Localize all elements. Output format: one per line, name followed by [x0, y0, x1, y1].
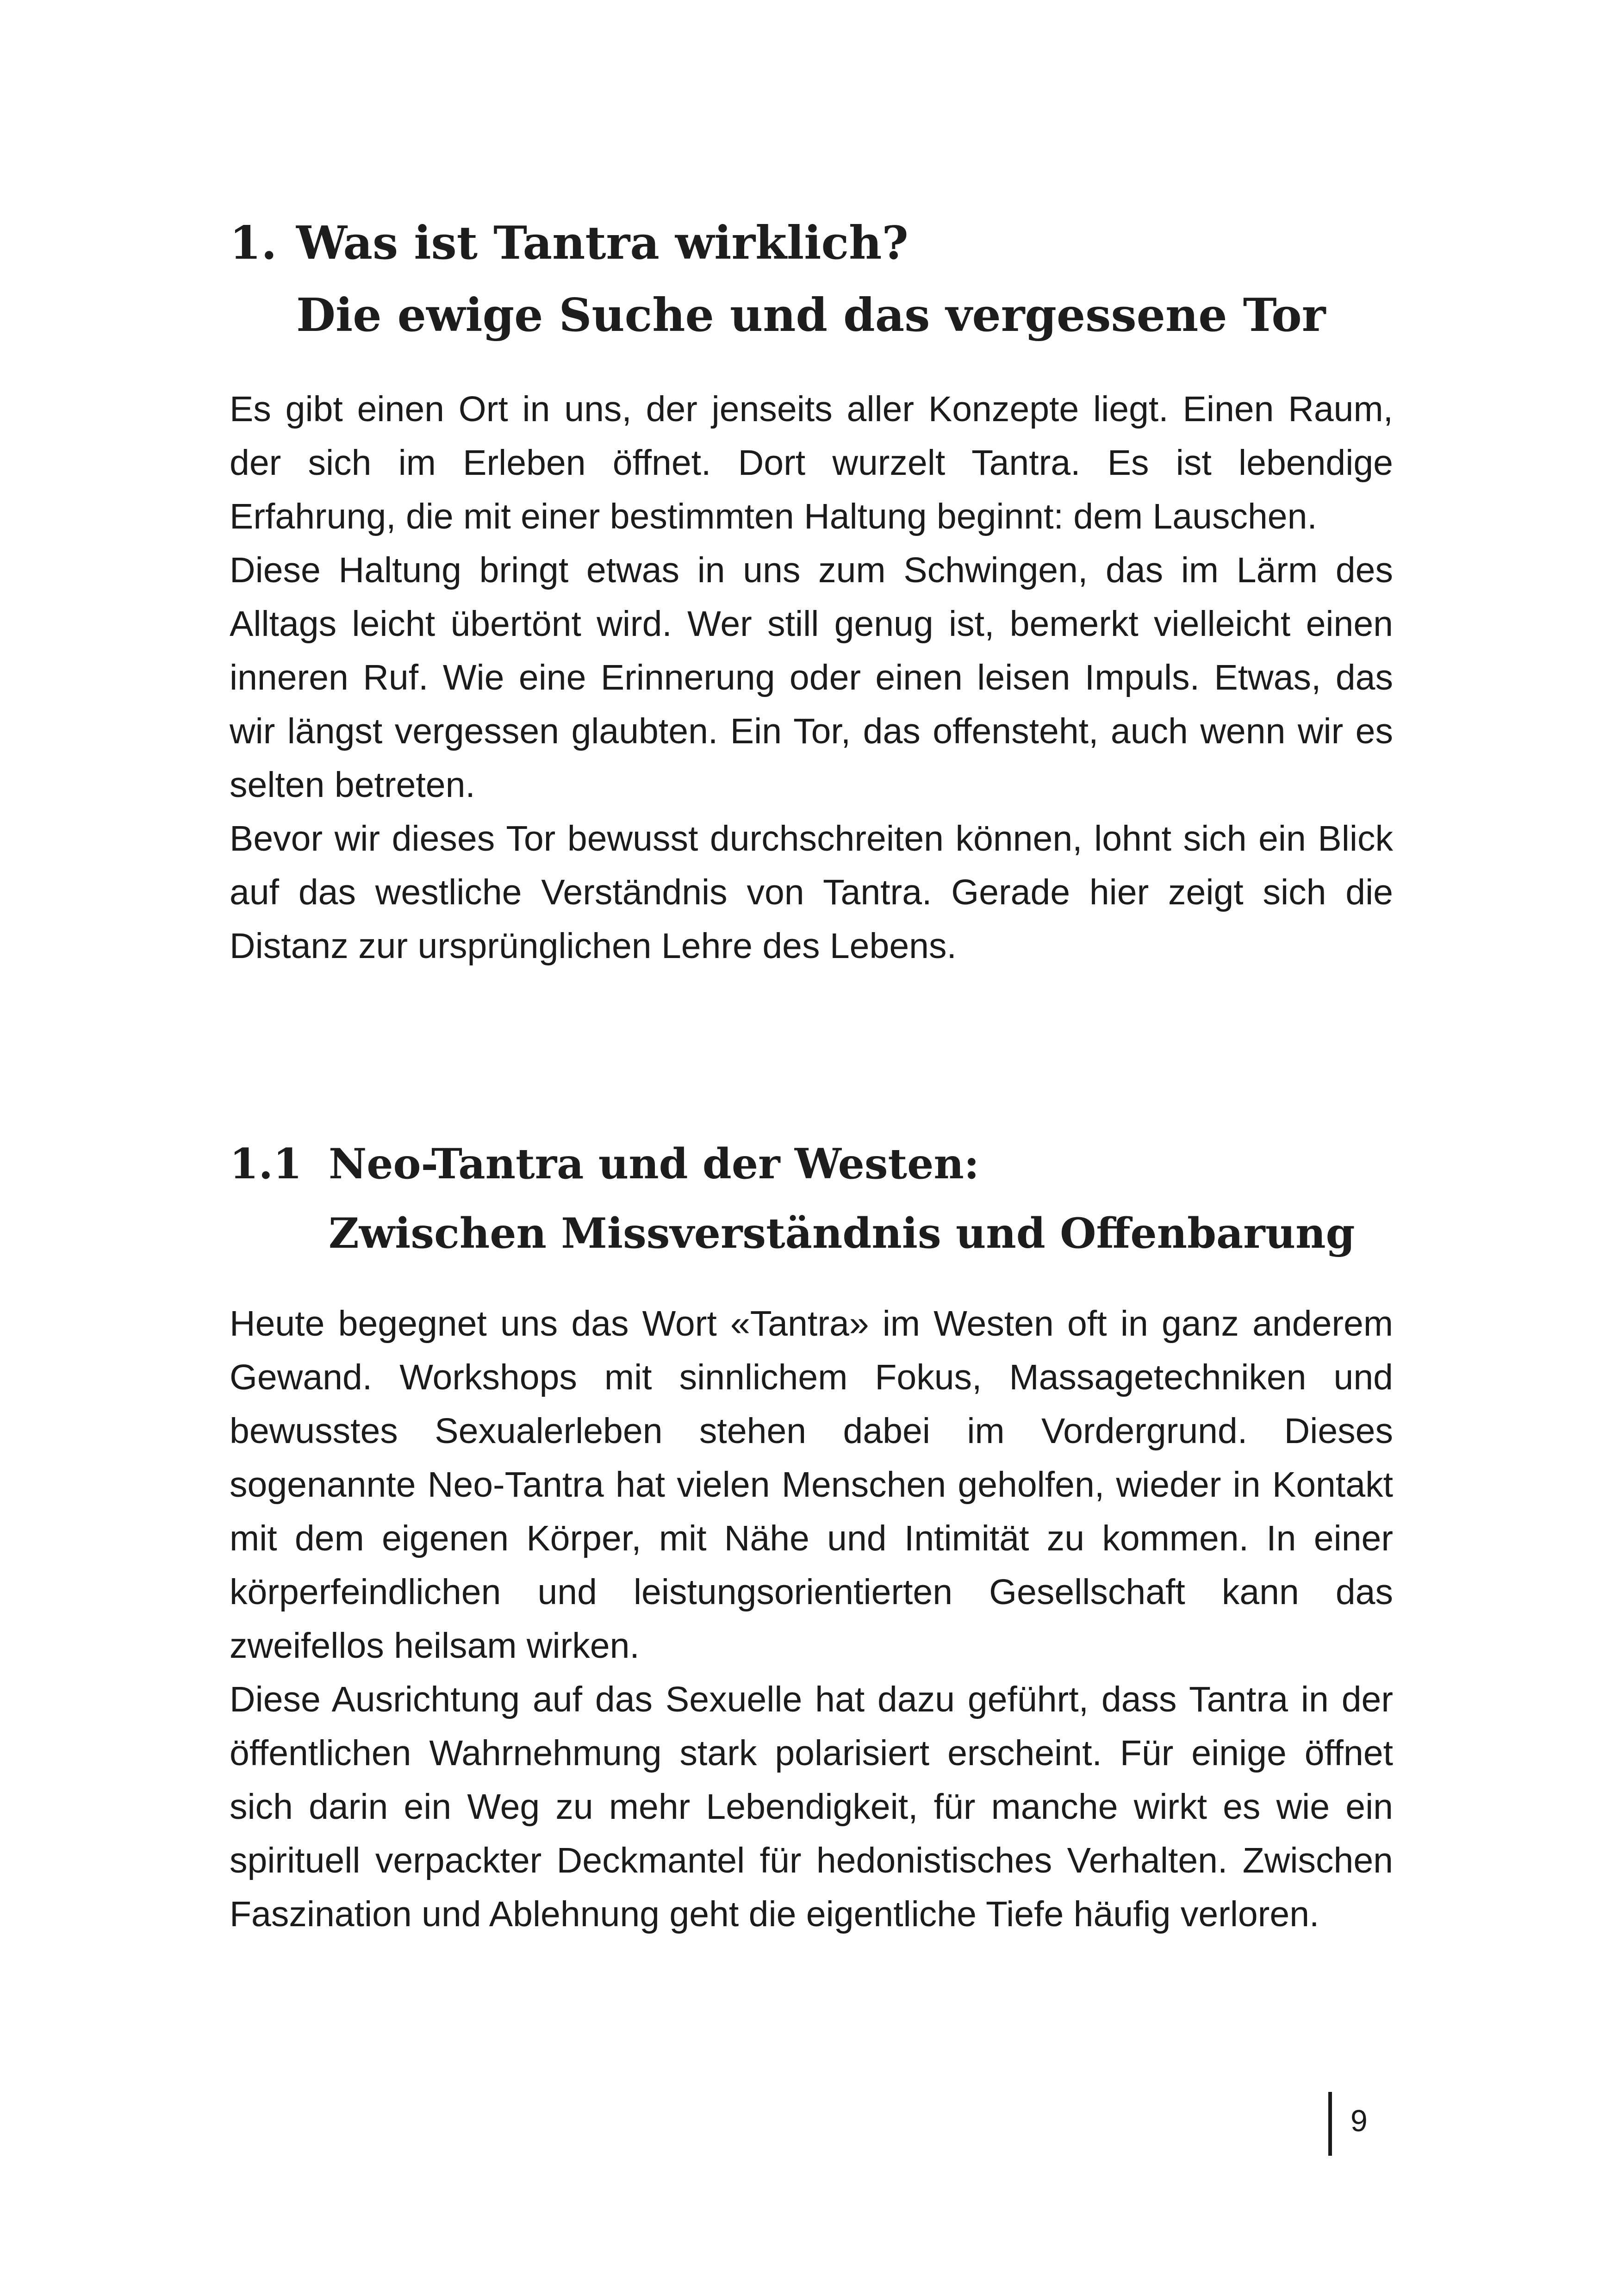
- page-number: 9: [1350, 2103, 1368, 2138]
- section-body: [230, 1297, 1393, 1941]
- section-number: 1.1: [230, 1139, 302, 1188]
- paragraph: Bevor wir dieses Tor bewusst durchschreiten können, lohnt sich ein Blick auf das westliche Verständnis von Tantra. Gerade hier zeigt sich die Distanz zur ursprünglichen Lehre des Lebens.: [230, 819, 1393, 966]
- chapter-title-line-1: Was ist Tantra wirklich?: [296, 217, 909, 270]
- chapter-title-line-2: Die ewige Suche und das vergessene Tor: [296, 289, 1326, 342]
- paragraph: Diese Haltung bringt etwas in uns zum Schwingen, das im Lärm des Alltags leicht übertönt wird. Wer still genug ist, bemerkt vielleicht einen inneren Ruf. Wie eine Erinnerung oder einen leisen Impuls. Etwas, das wir längst vergessen glaubten. Ein Tor, das offensteht, auch wenn wir es selten betreten.: [230, 550, 1393, 805]
- section-title-line-1: Neo-Tantra und der Westen:: [329, 1139, 979, 1188]
- section-title-line-2: Zwischen Missverständnis und Offenbarung: [329, 1209, 1355, 1258]
- paragraph: Heute begegnet uns das Wort «Tantra» im Westen oft in ganz anderem Gewand. Workshops mit sinnlichem Fokus, Massagetechniken und bewusstes Sexualerleben stehen dabei im Vordergrund. Dieses sogenannte Neo-Tantra hat vielen Menschen geholfen, wieder in Kontakt mit dem eigenen Körper, mit Nähe und Intimität zu kommen. In einer körperfeindlichen und leistungsorientierten Gesellschaft kann das zweifellos heilsam wirken.: [230, 1304, 1393, 1666]
- paragraph: Diese Ausrichtung auf das Sexuelle hat dazu geführt, dass Tantra in der öffentlichen Wahrnehmung stark polarisiert erscheint. Für einige öffnet sich darin ein Weg zu mehr Lebendigkeit, für manche wirkt es wie ein spirituell verpackter Deckmantel für hedonistisches Verhalten. Zwischen Faszination und Ablehnung geht die eigentliche Tiefe häufig verloren.: [230, 1680, 1393, 1934]
- paragraph: Es gibt einen Ort in uns, der jenseits aller Konzepte liegt. Einen Raum, der sich im Erleben öffnet. Dort wurzelt Tantra. Es ist lebendige Erfahrung, die mit einer bestimmten Haltung beginnt: dem Lauschen.: [230, 389, 1393, 536]
- folio-rule: [1328, 2092, 1332, 2156]
- chapter-number: 1.: [230, 217, 277, 270]
- section-heading: [230, 1129, 1442, 1268]
- chapter-heading: [230, 207, 1442, 352]
- chapter-body: [230, 382, 1393, 973]
- page-folio: [1328, 2092, 1421, 2156]
